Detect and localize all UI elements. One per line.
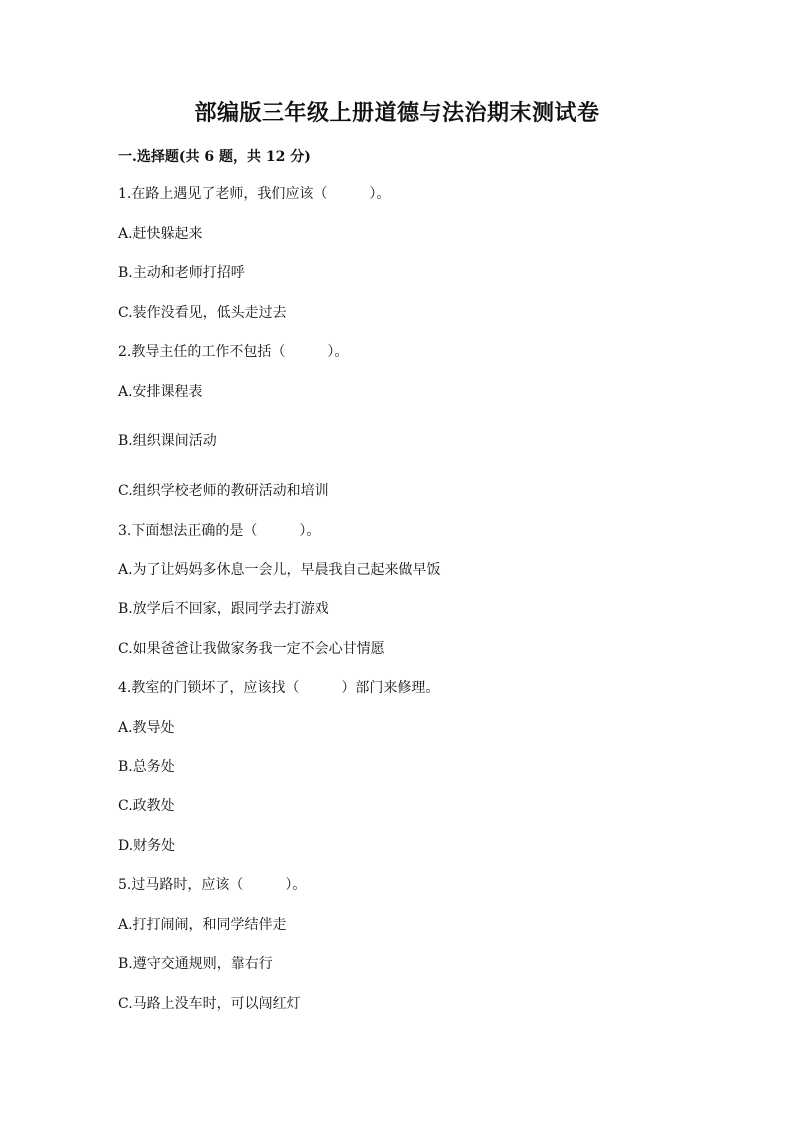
question-1-stem: 1.在路上遇见了老师，我们应该（ ）。 xyxy=(118,186,391,202)
question-2-stem: 2.教导主任的工作不包括（ ）。 xyxy=(118,344,349,360)
question-5-option-c: C.马路上没车时，可以闯红灯 xyxy=(118,996,301,1012)
question-3-option-a: A.为了让妈妈多休息一会儿，早晨我自己起来做早饭 xyxy=(118,562,441,578)
question-4-stem: 4.教室的门锁坏了，应该找（ ）部门来修理。 xyxy=(118,680,440,696)
question-1-option-b: B.主动和老师打招呼 xyxy=(118,265,245,281)
question-2-option-a: A.安排课程表 xyxy=(118,384,203,400)
question-4-option-d: D.财务处 xyxy=(118,838,176,854)
question-3-option-c: C.如果爸爸让我做家务我一定不会心甘情愿 xyxy=(118,641,385,657)
question-2-option-b: B.组织课间活动 xyxy=(118,433,217,449)
question-3-stem: 3.下面想法正确的是（ ）。 xyxy=(118,523,321,539)
question-1-option-c: C.装作没看见，低头走过去 xyxy=(118,305,287,321)
page-title: 部编版三年级上册道德与法治期末测试卷 xyxy=(194,100,600,126)
question-4-option-c: C.政教处 xyxy=(118,798,175,814)
question-4-option-a: A.教导处 xyxy=(118,720,175,736)
question-4-option-b: B.总务处 xyxy=(118,759,175,775)
question-1-option-a: A.赶快躲起来 xyxy=(118,226,203,242)
section-heading: 一.选择题(共 6 题，共 12 分) xyxy=(118,149,311,165)
question-5-option-a: A.打打闹闹，和同学结伴走 xyxy=(118,917,287,933)
question-5-stem: 5.过马路时，应该（ ）。 xyxy=(118,877,307,893)
question-3-option-b: B.放学后不回家，跟同学去打游戏 xyxy=(118,601,329,617)
question-5-option-b: B.遵守交通规则，靠右行 xyxy=(118,956,273,972)
question-2-option-c: C.组织学校老师的教研活动和培训 xyxy=(118,483,329,499)
